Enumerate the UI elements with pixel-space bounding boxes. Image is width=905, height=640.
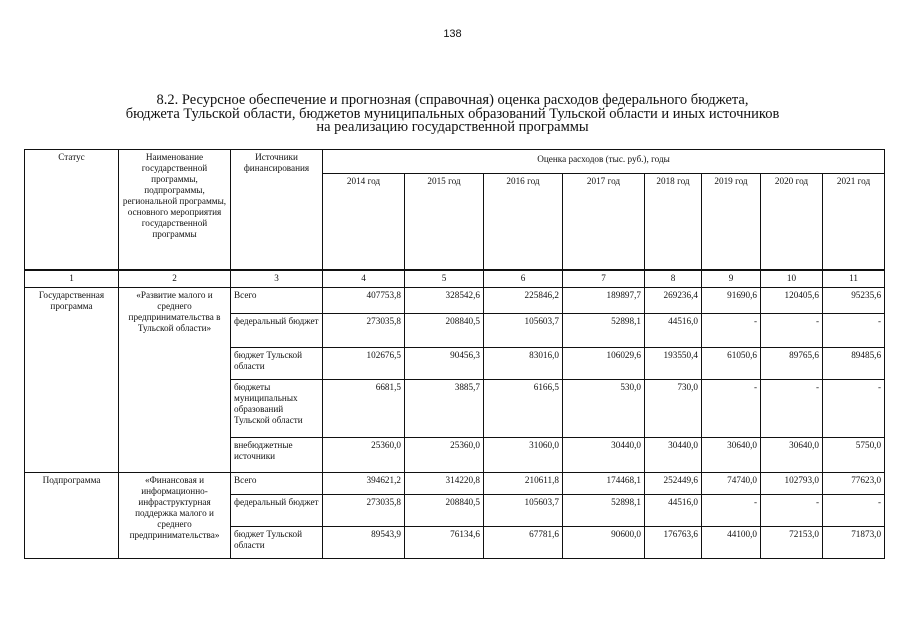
value-cell: - — [761, 495, 823, 527]
value-cell: 225846,2 — [484, 288, 563, 314]
source-cell: бюджет Тульской области — [231, 527, 323, 559]
header-year: 2020 год — [761, 174, 823, 270]
value-cell: 105603,7 — [484, 495, 563, 527]
value-cell: - — [702, 314, 761, 348]
value-cell: 90600,0 — [563, 527, 645, 559]
value-cell: 52898,1 — [563, 495, 645, 527]
value-cell: 89543,9 — [323, 527, 405, 559]
value-cell: 176763,6 — [645, 527, 702, 559]
value-cell: 89765,6 — [761, 348, 823, 380]
header-year: 2021 год — [823, 174, 885, 270]
column-number-row — [25, 270, 885, 288]
value-cell: 730,0 — [645, 380, 702, 438]
value-cell: 314220,8 — [405, 473, 484, 495]
value-cell: 407753,8 — [323, 288, 405, 314]
value-cell: 30640,0 — [702, 438, 761, 473]
column-number: 4 — [323, 270, 405, 288]
value-cell: 61050,6 — [702, 348, 761, 380]
column-number: 9 — [702, 270, 761, 288]
value-cell: - — [702, 495, 761, 527]
header-year: 2014 год — [323, 174, 405, 270]
column-number: 6 — [484, 270, 563, 288]
header-sources: Источники финансирования — [231, 150, 323, 270]
value-cell: 208840,5 — [405, 314, 484, 348]
source-cell: федеральный бюджет — [231, 314, 323, 348]
page-number: 138 — [443, 28, 462, 40]
table-row — [25, 288, 885, 314]
value-cell: 52898,1 — [563, 314, 645, 348]
value-cell: 30440,0 — [645, 438, 702, 473]
value-cell: - — [823, 495, 885, 527]
value-cell: 106029,6 — [563, 348, 645, 380]
value-cell: 6681,5 — [323, 380, 405, 438]
value-cell: - — [761, 314, 823, 348]
source-cell: Всего — [231, 288, 323, 314]
value-cell: 174468,1 — [563, 473, 645, 495]
column-number: 11 — [823, 270, 885, 288]
table-row — [25, 473, 885, 495]
value-cell: 102676,5 — [323, 348, 405, 380]
group-status: Государственная программа — [25, 288, 119, 473]
header-row-1 — [25, 150, 885, 174]
value-cell: 71873,0 — [823, 527, 885, 559]
value-cell: 252449,6 — [645, 473, 702, 495]
group-status: Подпрограмма — [25, 473, 119, 559]
column-number: 2 — [119, 270, 231, 288]
value-cell: 273035,8 — [323, 314, 405, 348]
value-cell: 3885,7 — [405, 380, 484, 438]
column-number: 10 — [761, 270, 823, 288]
column-number: 7 — [563, 270, 645, 288]
value-cell: - — [702, 380, 761, 438]
source-cell: внебюджетные источники — [231, 438, 323, 473]
value-cell: 30440,0 — [563, 438, 645, 473]
title-line-1: 8.2. Ресурсное обеспечение и прогнозная (справочная) оценка расходов федерального бюджета, — [156, 92, 749, 108]
value-cell: 31060,0 — [484, 438, 563, 473]
value-cell: - — [823, 314, 885, 348]
value-cell: - — [761, 380, 823, 438]
value-cell: 25360,0 — [323, 438, 405, 473]
value-cell: 90456,3 — [405, 348, 484, 380]
value-cell: 530,0 — [563, 380, 645, 438]
value-cell: 44516,0 — [645, 314, 702, 348]
value-cell: 83016,0 — [484, 348, 563, 380]
value-cell: 394621,2 — [323, 473, 405, 495]
value-cell: 193550,4 — [645, 348, 702, 380]
header-year: 2016 год — [484, 174, 563, 270]
column-number: 8 — [645, 270, 702, 288]
header-status: Статус — [25, 150, 119, 270]
value-cell: 328542,6 — [405, 288, 484, 314]
value-cell: 44516,0 — [645, 495, 702, 527]
value-cell: 25360,0 — [405, 438, 484, 473]
value-cell: 208840,5 — [405, 495, 484, 527]
value-cell: 102793,0 — [761, 473, 823, 495]
budget-table — [24, 149, 885, 559]
column-number: 3 — [231, 270, 323, 288]
header-name: Наименование государственной программы, подпрограммы, региональной программы, основного мероприятия государственной программы — [119, 150, 231, 270]
source-cell: Всего — [231, 473, 323, 495]
group-name: «Развитие малого и среднего предпринимательства в Тульской области» — [119, 288, 231, 473]
value-cell: 6166,5 — [484, 380, 563, 438]
source-cell: бюджеты муниципальных образований Тульской области — [231, 380, 323, 438]
document-title — [80, 94, 825, 135]
value-cell: 67781,6 — [484, 527, 563, 559]
value-cell: 74740,0 — [702, 473, 761, 495]
value-cell: 91690,6 — [702, 288, 761, 314]
value-cell: 269236,4 — [645, 288, 702, 314]
value-cell: 120405,6 — [761, 288, 823, 314]
value-cell: 77623,0 — [823, 473, 885, 495]
value-cell: 5750,0 — [823, 438, 885, 473]
header-year: 2017 год — [563, 174, 645, 270]
value-cell: 189897,7 — [563, 288, 645, 314]
value-cell: 30640,0 — [761, 438, 823, 473]
value-cell: 72153,0 — [761, 527, 823, 559]
value-cell: 105603,7 — [484, 314, 563, 348]
value-cell: 44100,0 — [702, 527, 761, 559]
value-cell: - — [823, 380, 885, 438]
source-cell: бюджет Тульской области — [231, 348, 323, 380]
group-name: «Финансовая и информационно-инфраструктурная поддержка малого и среднего предпринимательства» — [119, 473, 231, 559]
header-estimate: Оценка расходов (тыс. руб.), годы — [323, 150, 885, 174]
value-cell: 210611,8 — [484, 473, 563, 495]
column-number: 1 — [25, 270, 119, 288]
header-year: 2015 год — [405, 174, 484, 270]
value-cell: 273035,8 — [323, 495, 405, 527]
title-line-2: бюджета Тульской области, бюджетов муниципальных образований Тульской области и иных источников — [125, 105, 780, 122]
title-line-3: на реализацию государственной программы — [316, 119, 589, 135]
header-year: 2018 год — [645, 174, 702, 270]
value-cell: 89485,6 — [823, 348, 885, 380]
column-number: 5 — [405, 270, 484, 288]
value-cell: 76134,6 — [405, 527, 484, 559]
source-cell: федеральный бюджет — [231, 495, 323, 527]
value-cell: 95235,6 — [823, 288, 885, 314]
header-year: 2019 год — [702, 174, 761, 270]
